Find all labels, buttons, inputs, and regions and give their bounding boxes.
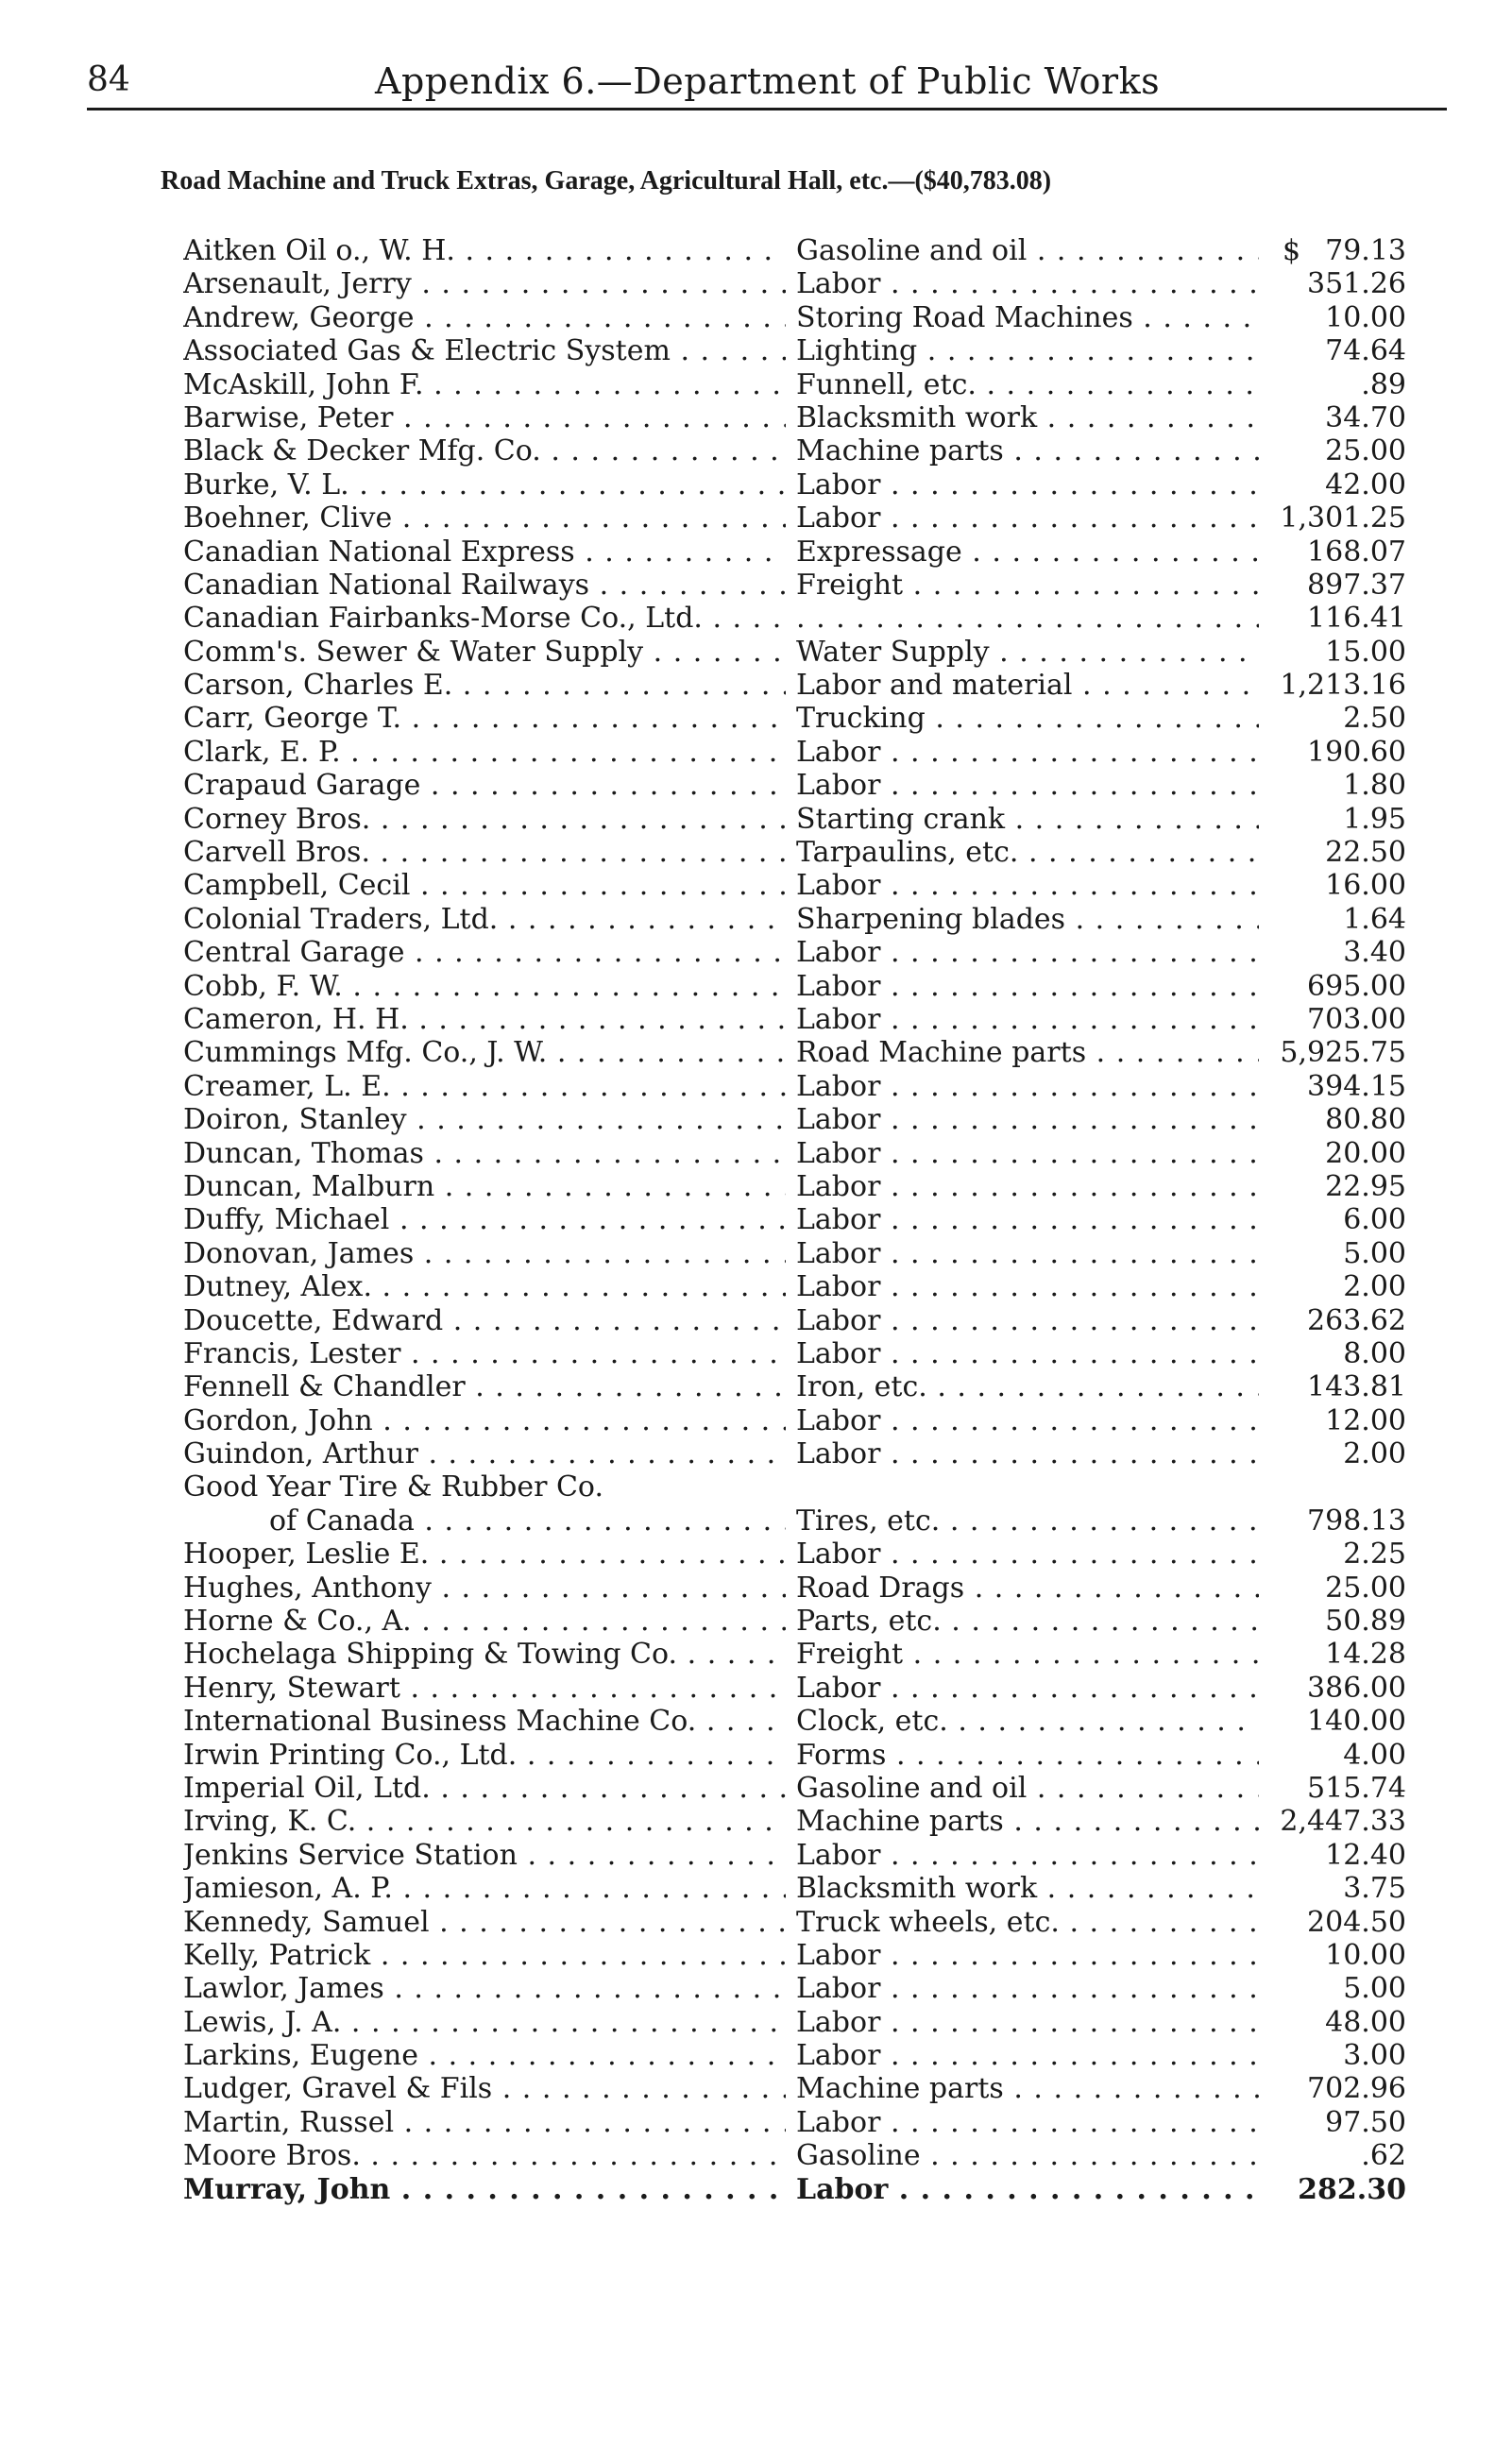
list-item (0, 1170, 1512, 1203)
expense-description: Road Drags . . . (796, 1572, 1259, 1605)
amount: 2.00 (1343, 1270, 1406, 1304)
amount: 42.00 (1325, 467, 1406, 501)
expense-description: Road Machine parts . . . (796, 1036, 1259, 1069)
list-item (0, 2139, 1512, 2172)
payee-name: Martin, Russel . . . (183, 2106, 786, 2139)
expense-description: Lighting . . . (796, 334, 1259, 367)
amount: 8.00 (1343, 1336, 1406, 1370)
payee-name: Barwise, Peter . . . (183, 401, 786, 434)
list-item (0, 569, 1512, 602)
list-item (0, 1370, 1512, 1403)
amount: 2,447.33 (1280, 1805, 1406, 1839)
payee-name: International Business Machine Co. . . . (183, 1705, 786, 1738)
list-item (0, 803, 1512, 836)
payee-name: Crapaud Garage . . . (183, 769, 786, 802)
payee-name: Donovan, James . . . (183, 1237, 786, 1270)
amount: 703.00 (1307, 1002, 1406, 1036)
expense-description: Forms . . . (796, 1739, 1259, 1772)
list-item (0, 501, 1512, 535)
payee-name: Jamieson, A. P. . . . (183, 1872, 786, 1905)
amount: 798.13 (1307, 1504, 1406, 1538)
expense-description: Labor . . . (796, 501, 1259, 535)
expense-description: Labor . . . (796, 1270, 1259, 1303)
list-item (0, 1304, 1512, 1337)
amount: 1.95 (1343, 802, 1406, 836)
amount: 22.50 (1325, 836, 1406, 870)
payee-name: Boehner, Clive . . . (183, 501, 786, 535)
expense-description: Labor . . . (796, 936, 1259, 969)
amount: 25.00 (1325, 1571, 1406, 1605)
payee-name: Canadian National Express . . . (183, 535, 786, 569)
amount: 394.15 (1307, 1069, 1406, 1103)
list-item (0, 368, 1512, 401)
list-item (0, 936, 1512, 969)
list-item (0, 636, 1512, 669)
list-item (0, 1470, 1512, 1504)
payee-name: Hughes, Anthony . . . (183, 1572, 786, 1605)
payee-name: Imperial Oil, Ltd. . . . (183, 1772, 786, 1805)
amount: 282.30 (1298, 2172, 1406, 2206)
amount: 1,213.16 (1280, 669, 1406, 703)
expense-description: Labor . . . (796, 1070, 1259, 1103)
payee-name: Cummings Mfg. Co., J. W. . . . (183, 1036, 786, 1069)
payee-name: Andrew, George . . . (183, 301, 786, 334)
payee-name: Jenkins Service Station . . . (183, 1839, 786, 1872)
list-item (0, 267, 1512, 300)
expense-description: Labor . . . (796, 736, 1259, 769)
list-item (0, 1437, 1512, 1470)
amount: 351.26 (1307, 267, 1406, 301)
expense-description: Labor . . . (796, 2106, 1259, 2139)
expense-description: Labor . . . (796, 2039, 1259, 2072)
dollar-sign: $ (1283, 234, 1301, 267)
amount: 20.00 (1325, 1136, 1406, 1170)
list-item (0, 1739, 1512, 1772)
payee-name: Horne & Co., A. . . . (183, 1605, 786, 1638)
expense-description: Iron, etc. . . . (796, 1370, 1259, 1403)
amount: 515.74 (1307, 1771, 1406, 1805)
amount: .89 (1361, 367, 1406, 401)
payee-name: Irving, K. C. . . . (183, 1805, 786, 1838)
list-item (0, 334, 1512, 367)
list-item (0, 1772, 1512, 1805)
expense-description: Machine parts . . . (796, 2072, 1259, 2105)
expense-description: Tarpaulins, etc. . . . (796, 836, 1259, 869)
list-item (0, 1203, 1512, 1236)
payee-name: Carson, Charles E. . . . (183, 669, 786, 702)
amount: 79.13 (1325, 234, 1406, 267)
expense-description: Blacksmith work . . . (796, 1872, 1259, 1905)
list-item (0, 401, 1512, 434)
amount: 4.00 (1343, 1738, 1406, 1772)
list-item (0, 1939, 1512, 1972)
amount: 2.00 (1343, 1437, 1406, 1471)
payee-name: Central Garage . . . (183, 936, 786, 969)
expense-description: Labor . . . (796, 1672, 1259, 1705)
payee-name: Clark, E. P. . . . (183, 736, 786, 769)
amount: 5,925.75 (1280, 1036, 1406, 1070)
payee-name: Hochelaga Shipping & Towing Co. . . . (183, 1638, 786, 1671)
expense-description: Labor . . . (796, 1103, 1259, 1136)
payee-name: Guindon, Arthur . . . (183, 1437, 786, 1470)
expense-description: Tires, etc. . . . (796, 1504, 1259, 1538)
expense-description: Clock, etc. . . . (796, 1705, 1259, 1738)
amount: 1.64 (1343, 902, 1406, 936)
payee-name: Hooper, Leslie E. . . . (183, 1538, 786, 1571)
payee-name: Corney Bros. . . . (183, 803, 786, 836)
amount: 695.00 (1307, 969, 1406, 1003)
amount: 702.96 (1307, 2072, 1406, 2106)
payee-name: Gordon, John . . . (183, 1404, 786, 1437)
expense-description: Labor . . . (796, 1237, 1259, 1270)
payee-name: Good Year Tire & Rubber Co. (183, 1470, 603, 1504)
list-item (0, 970, 1512, 1003)
amount: 50.89 (1325, 1605, 1406, 1639)
amount: 12.00 (1325, 1403, 1406, 1437)
payee-name: Doucette, Edward . . . (183, 1304, 786, 1337)
payee-name: Cobb, F. W. . . . (183, 970, 786, 1003)
amount: 3.40 (1343, 936, 1406, 970)
list-item (0, 1270, 1512, 1303)
amount: .62 (1361, 2139, 1406, 2173)
expense-description: Machine parts . . . (796, 1805, 1259, 1838)
expense-description: Freight . . . (796, 1638, 1259, 1671)
list-item (0, 301, 1512, 334)
amount: 12.40 (1325, 1838, 1406, 1872)
list-item (0, 434, 1512, 467)
list-item (0, 1638, 1512, 1671)
list-item (0, 1003, 1512, 1036)
amount: 1.80 (1343, 769, 1406, 803)
list-item (0, 1337, 1512, 1370)
list-item (0, 869, 1512, 902)
amount: 97.50 (1325, 2105, 1406, 2139)
list-item (0, 1237, 1512, 1270)
payee-name: Murray, John . . . (183, 2173, 786, 2206)
expense-description: Water Supply . . . (796, 636, 1259, 669)
payee-name: Henry, Stewart . . . (183, 1672, 786, 1705)
amount: 386.00 (1307, 1671, 1406, 1705)
amount: 2.25 (1343, 1538, 1406, 1572)
amount: 34.70 (1325, 400, 1406, 434)
list-item (0, 2072, 1512, 2105)
amount: 3.75 (1343, 1872, 1406, 1906)
payee-name: Associated Gas & Electric System . . . (183, 334, 786, 367)
expense-description: Labor . . . (796, 468, 1259, 501)
amount: 5.00 (1343, 1236, 1406, 1270)
list-item (0, 1504, 1512, 1538)
expense-description: Starting crank . . . (796, 803, 1259, 836)
amount: 2.50 (1343, 702, 1406, 736)
expense-description: Freight . . . (796, 569, 1259, 602)
expense-description: Expressage . . . (796, 535, 1259, 569)
expense-description: Labor . . . (796, 1203, 1259, 1236)
payee-name: Dutney, Alex. . . . (183, 1270, 786, 1303)
list-item (0, 1705, 1512, 1738)
payee-name: Francis, Lester . . . (183, 1337, 786, 1370)
payee-name: Lawlor, James . . . (183, 1972, 786, 2005)
payee-name: Duffy, Michael . . . (183, 1203, 786, 1236)
amount: 10.00 (1325, 1938, 1406, 1972)
payee-name: Duncan, Thomas . . . (183, 1137, 786, 1170)
payee-name: Burke, V. L. . . . (183, 468, 786, 501)
expense-description: Parts, etc. . . . (796, 1605, 1259, 1638)
expense-description: Gasoline and oil . . . (796, 234, 1259, 267)
amount: 1,301.25 (1280, 501, 1406, 535)
expense-description: Labor . . . (796, 1137, 1259, 1170)
payee-name: Carr, George T. . . . (183, 702, 786, 735)
payee-name: Creamer, L. E. . . . (183, 1070, 786, 1103)
payee-name: Canadian Fairbanks-Morse Co., Ltd. . . . (183, 602, 786, 635)
amount: 74.64 (1325, 334, 1406, 368)
expense-description: Gasoline and oil . . . (796, 1772, 1259, 1805)
expense-description: Funnell, etc. . . . (796, 368, 1259, 401)
list-item (0, 602, 1512, 635)
payee-name: Moore Bros. . . . (183, 2139, 786, 2172)
list-item (0, 1538, 1512, 1571)
amount: 168.07 (1307, 535, 1406, 569)
list-item (0, 2173, 1512, 2206)
list-item (0, 1839, 1512, 1872)
payee-name: Aitken Oil o., W. H. . . . (183, 234, 786, 267)
list-item (0, 1805, 1512, 1838)
expense-description: Machine parts . . . (796, 434, 1259, 467)
page-number: 84 (87, 60, 130, 99)
payee-name: Fennell & Chandler . . . (183, 1370, 786, 1403)
expense-description: Labor . . . (796, 1538, 1259, 1571)
amount: 140.00 (1307, 1705, 1406, 1739)
list-item (0, 1906, 1512, 1939)
payee-name: of Canada . . . (269, 1504, 786, 1538)
payee-name: Black & Decker Mfg. Co. . . . (183, 434, 786, 467)
payee-name: Carvell Bros. . . . (183, 836, 786, 869)
expense-description: Trucking . . . (796, 702, 1259, 735)
expense-description (796, 602, 1259, 635)
list-item (0, 1872, 1512, 1905)
amount: 204.50 (1307, 1905, 1406, 1939)
payee-name: Lewis, J. A. . . . (183, 2006, 786, 2039)
expense-description: Labor . . . (796, 1304, 1259, 1337)
list-item (0, 2106, 1512, 2139)
list-item (0, 702, 1512, 735)
expense-description: Labor . . . (796, 1170, 1259, 1203)
expense-description: Truck wheels, etc. . . . (796, 1906, 1259, 1939)
amount: 190.60 (1307, 735, 1406, 769)
amount: 6.00 (1343, 1203, 1406, 1237)
amount: 15.00 (1325, 635, 1406, 669)
list-item (0, 736, 1512, 769)
amount: 897.37 (1307, 568, 1406, 602)
amount: 263.62 (1307, 1303, 1406, 1337)
payee-name: Kennedy, Samuel . . . (183, 1906, 786, 1939)
payee-name: Cameron, H. H. . . . (183, 1003, 786, 1036)
expense-description: Labor . . . (796, 2173, 1259, 2206)
list-item (0, 1572, 1512, 1605)
expense-description: Gasoline . . . (796, 2139, 1259, 2172)
list-item (0, 2039, 1512, 2072)
amount: 25.00 (1325, 434, 1406, 468)
payee-name: Ludger, Gravel & Fils . . . (183, 2072, 786, 2105)
amount: 3.00 (1343, 2039, 1406, 2073)
payee-name: Arsenault, Jerry . . . (183, 267, 786, 300)
amount: 10.00 (1325, 300, 1406, 334)
amount: 143.81 (1307, 1370, 1406, 1404)
list-item (0, 1404, 1512, 1437)
amount: 80.80 (1325, 1103, 1406, 1137)
expense-description: Labor . . . (796, 2006, 1259, 2039)
expense-description: Labor . . . (796, 769, 1259, 802)
amount: 5.00 (1343, 1972, 1406, 2006)
expense-description: Labor . . . (796, 1972, 1259, 2005)
list-item (0, 903, 1512, 936)
payee-name: Doiron, Stanley . . . (183, 1103, 786, 1136)
expense-description: Labor . . . (796, 1404, 1259, 1437)
expense-description: Labor . . . (796, 267, 1259, 300)
amount: 14.28 (1325, 1638, 1406, 1672)
expense-description: Labor . . . (796, 1003, 1259, 1036)
list-item (0, 1137, 1512, 1170)
expense-description: Labor . . . (796, 1939, 1259, 1972)
list-item (0, 669, 1512, 702)
payee-name: Comm's. Sewer & Water Supply . . . (183, 636, 786, 669)
expense-description: Labor . . . (796, 970, 1259, 1003)
list-item (0, 1972, 1512, 2005)
payee-name: Kelly, Patrick . . . (183, 1939, 786, 1972)
running-head (87, 55, 1447, 110)
list-item (0, 468, 1512, 501)
expense-description: Labor . . . (796, 1337, 1259, 1370)
payee-name: Larkins, Eugene . . . (183, 2039, 786, 2072)
expense-description: Storing Road Machines . . . (796, 301, 1259, 334)
expense-description: Labor and material . . . (796, 669, 1259, 702)
list-item (0, 2006, 1512, 2039)
list-item (0, 1103, 1512, 1136)
list-item (0, 769, 1512, 802)
expense-description: Labor . . . (796, 1839, 1259, 1872)
payee-name: Duncan, Malburn . . . (183, 1170, 786, 1203)
amount: 48.00 (1325, 2005, 1406, 2039)
amount: 116.41 (1307, 602, 1406, 636)
expenditure-list (0, 234, 1512, 2206)
list-item (0, 1036, 1512, 1069)
section-title: Road Machine and Truck Extras, Garage, Agricultural Hall, etc.—($40,783.08) (161, 166, 1052, 195)
payee-name: Canadian National Railways . . . (183, 569, 786, 602)
page-heading: Appendix 6.—Department of Public Works (375, 60, 1161, 102)
payee-name: McAskill, John F. . . . (183, 368, 786, 401)
payee-name: Campbell, Cecil . . . (183, 869, 786, 902)
amount: 16.00 (1325, 869, 1406, 903)
expense-description: Blacksmith work . . . (796, 401, 1259, 434)
expense-description: Labor . . . (796, 1437, 1259, 1470)
list-item (0, 1070, 1512, 1103)
list-item (0, 234, 1512, 267)
amount: 22.95 (1325, 1169, 1406, 1203)
list-item (0, 535, 1512, 569)
payee-name: Irwin Printing Co., Ltd. . . . (183, 1739, 786, 1772)
payee-name: Colonial Traders, Ltd. . . . (183, 903, 786, 936)
list-item (0, 1672, 1512, 1705)
expense-description: Labor . . . (796, 869, 1259, 902)
list-item (0, 836, 1512, 869)
list-item (0, 1605, 1512, 1638)
expense-description: Sharpening blades . . . (796, 903, 1259, 936)
